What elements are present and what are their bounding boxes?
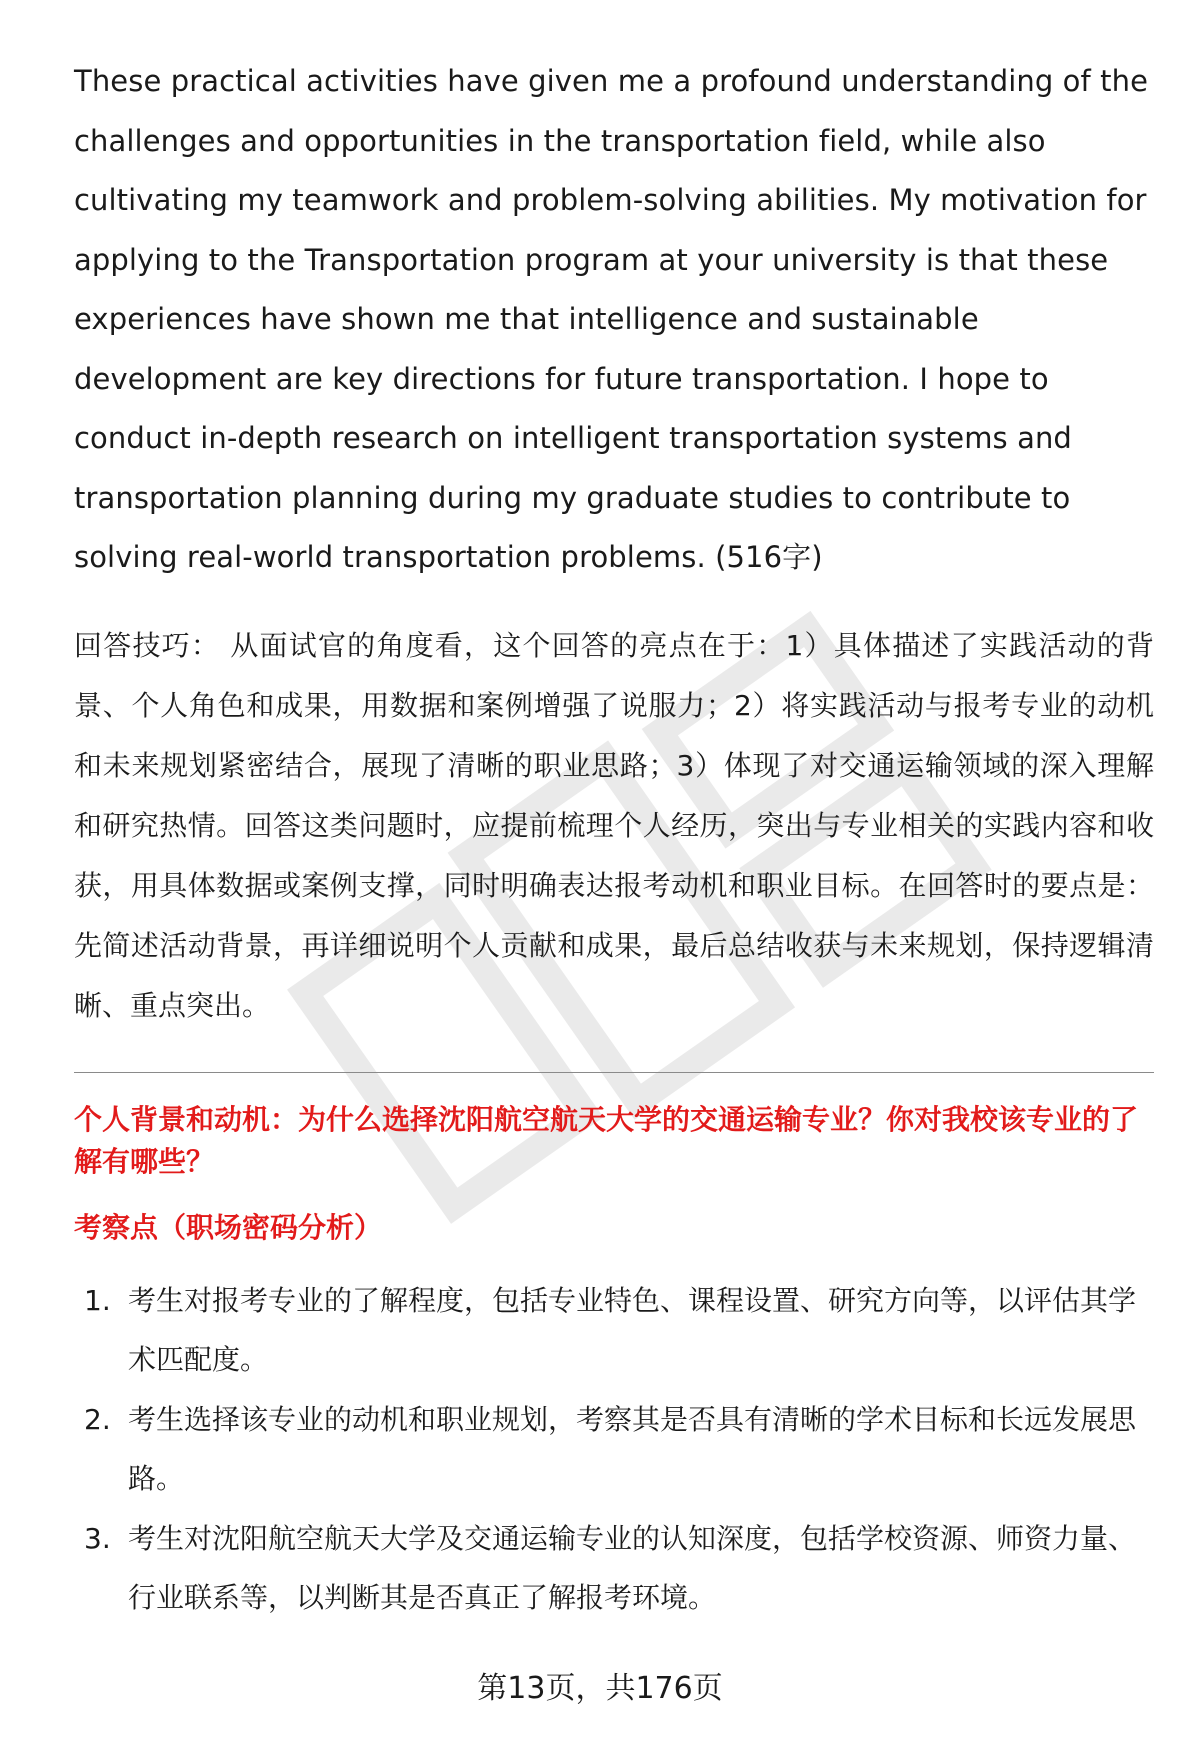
list-item-text: 考生对沈阳航空航天大学及交通运输专业的认知深度，包括学校资源、师资力量、行业联系等，以判断其是否真正了解报考环境。 <box>128 1521 1137 1614</box>
list-item <box>74 1390 1154 1509</box>
list-item-number: 2. <box>84 1402 111 1436</box>
english-answer-paragraph: These practical activities have given me a profound understanding of the challenges and opportunities in the transportation field, while also cultivating my teamwork and problem-solving abilities. My motivation for applying to the Transportation program at your university is that these experiences have shown me that intelligence and sustainable development are key directions for future transportation. I hope to conduct in-depth research on intelligent transportation systems and transportation planning during my graduate studies to contribute to solving real-world transportation problems. (516字) <box>74 64 1149 574</box>
page-number-footer: 第13页，共176页 <box>477 1671 723 1706</box>
list-item-text: 考生对报考专业的了解程度，包括专业特色、课程设置、研究方向等，以评估其学术匹配度。 <box>128 1283 1137 1376</box>
answer-tips-paragraph: 回答技巧： 从面试官的角度看，这个回答的亮点在于：1）具体描述了实践活动的背景、个人角色和成果，用数据和案例增强了说服力；2）将实践活动与报考专业的动机和未来规划紧密结合，展现了清晰的职业思路；3）体现了对交通运输领域的深入理解和研究热情。回答这类问题时，应提前梳理个人经历，突出与专业相关的实践内容和收获，用具体数据或案例支撑，同时明确表达报考动机和职业目标。在回答时的要点是：先简述活动背景，再详细说明个人贡献和成果，最后总结收获与未来规划，保持逻辑清晰、重点突出。 <box>74 628 1154 1022</box>
list-item <box>74 1509 1154 1628</box>
list-item-text: 考生选择该专业的动机和职业规划，考察其是否具有清晰的学术目标和长远发展思路。 <box>128 1402 1137 1495</box>
section-divider <box>74 1072 1154 1073</box>
list-item-number: 1. <box>84 1283 111 1317</box>
assessment-points-heading: 考察点（职场密码分析） <box>74 1210 383 1244</box>
document-page <box>74 52 1154 1628</box>
question-heading: 个人背景和动机：为什么选择沈阳航空航天大学的交通运输专业？你对我校该专业的了解有哪些？ <box>74 1102 1139 1178</box>
list-item-number: 3. <box>84 1521 111 1555</box>
list-item <box>74 1271 1154 1390</box>
assessment-points-list <box>74 1271 1154 1628</box>
